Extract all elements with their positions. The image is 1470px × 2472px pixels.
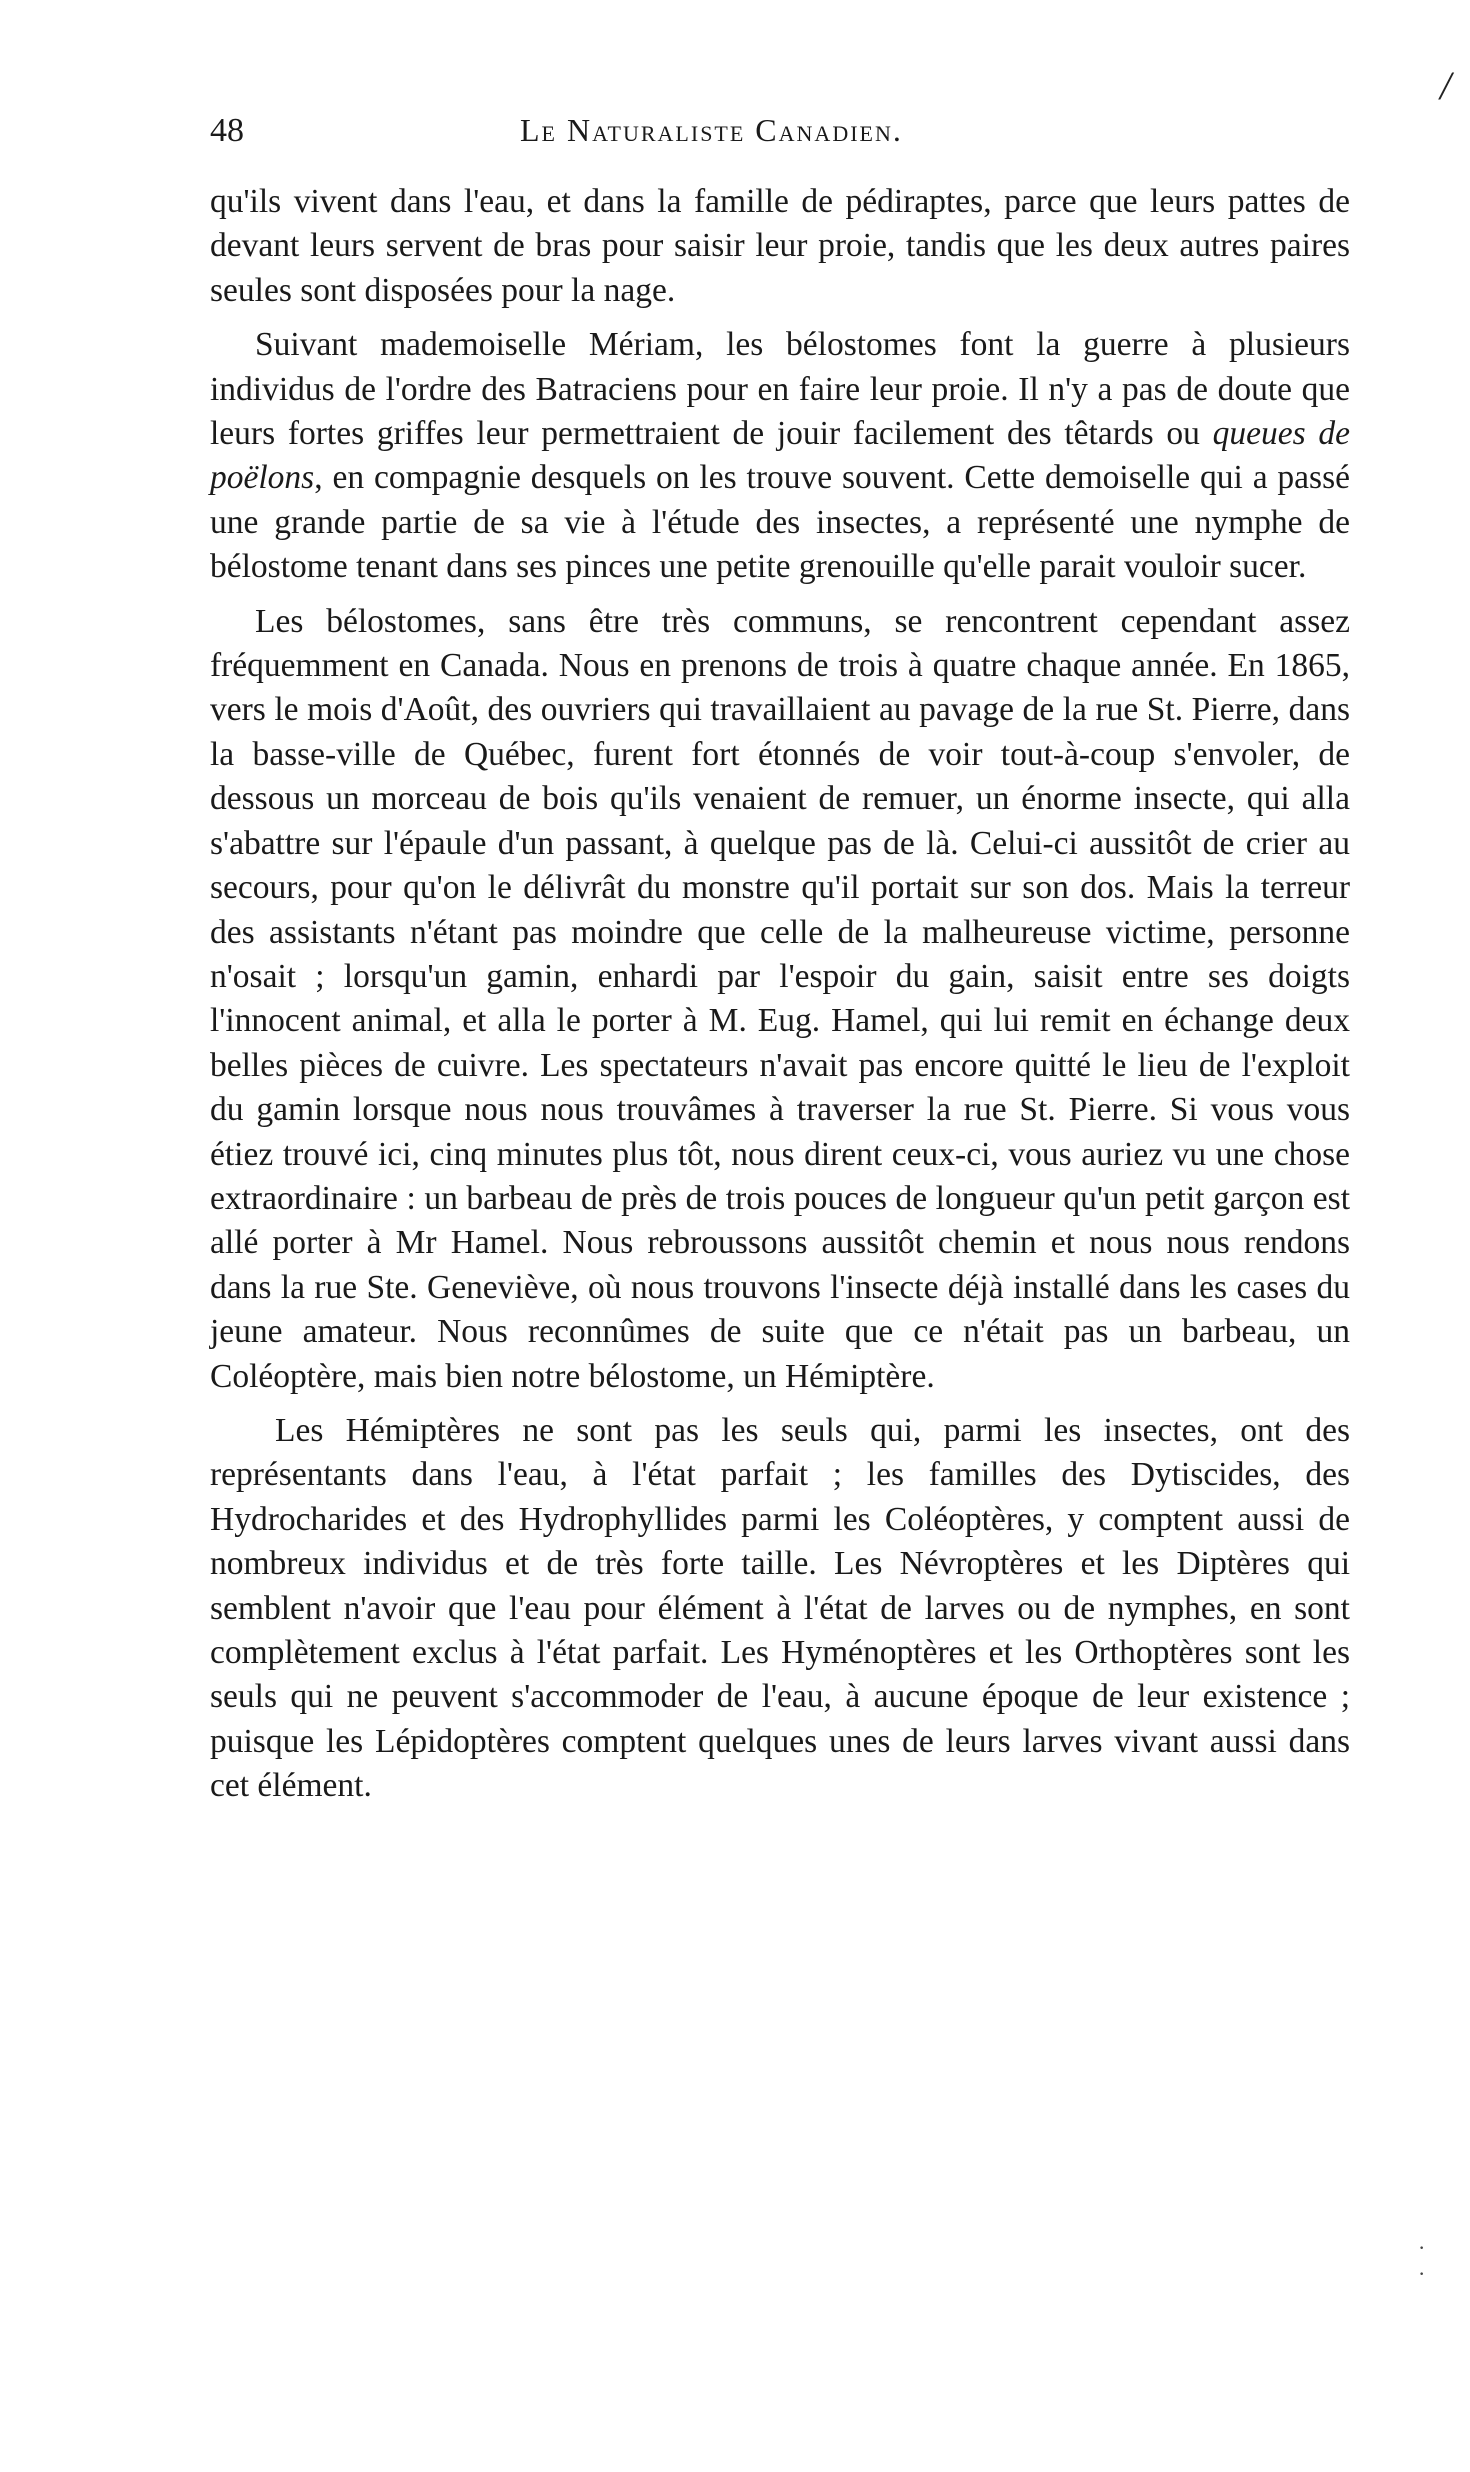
paragraph-2-text-start: Suivant mademoiselle Mériam, les bélostomes font la guerre à plusieurs individus de l'ordre des Batraciens pour en faire leur proie. Il n'y a pas de doute que leurs fortes griffes leur permettraient de jouir facilement des têtards ou bbox=[210, 326, 1350, 453]
paragraph-2-text-end: , en compagnie desquels on les trouve souvent. Cette demoiselle qui a passé une grande partie de sa vie à l'étude des insectes, a représenté une nymphe de bélostome tenant dans ses pinces une petite grenouille qu'elle parait vouloir sucer. bbox=[210, 459, 1350, 586]
paragraph-1: qu'ils vivent dans l'eau, et dans la famille de pédiraptes, parce que leurs pattes de devant leurs servent de bras pour saisir leur proie, tandis que les deux autres paires seules sont disposées pour la nage. bbox=[210, 183, 1350, 309]
foot-mark: · · bbox=[1418, 2235, 1440, 2286]
page-header bbox=[210, 112, 1350, 150]
page-content bbox=[210, 112, 1350, 1809]
running-title: Le Naturaliste Canadien. bbox=[520, 112, 903, 148]
stray-pen-mark: / bbox=[1440, 63, 1452, 108]
page-number: 48 bbox=[210, 112, 244, 149]
paragraph-2-italic-term: queues de poëlons bbox=[210, 415, 1350, 497]
paragraph-3: Les bélostomes, sans être très communs, se rencontrent cependant assez fréquemment en Canada. Nous en prenons de trois à quatre chaque année. En 1865, vers le mois d'Août, des ouvriers qui travaillaient au pavage de la rue St. Pierre, dans la basse-ville de Québec, furent fort étonnés de voir tout-à-coup s'envoler, de dessous un morceau de bois qu'ils venaient de remuer, un énorme insecte, qui alla s'abattre sur l'épaule d'un passant, à quelque pas de là. Celui-ci aussitôt de crier au secours, pour qu'on le délivrât du monstre qu'il portait sur son dos. Mais la terreur des assistants n'étant pas moindre que celle de la malheureuse victime, personne n'osait ; lorsqu'un gamin, enhardi par l'espoir du gain, saisit entre ses doigts l'innocent animal, et alla le porter à M. Eug. Hamel, qui lui remit en échange deux belles pièces de cuivre. Les spectateurs n'avait pas encore quitté le lieu de l'exploit du gamin lorsque nous nous trouvâmes à traverser la rue St. Pierre. Si vous vous étiez trouvé ici, cinq minutes plus tôt, nous dirent ceux-ci, vous auriez vu une chose extraordinaire : un barbeau de près de trois pouces de longueur qu'un petit garçon est allé porter à Mr Hamel. Nous rebroussons aussitôt chemin et nous nous rendons dans la rue Ste. Geneviève, où nous trouvons l'insecte déjà installé dans les cases du jeune amateur. Nous reconnûmes de suite que ce n'était pas un barbeau, un Coléoptère, mais bien notre bélostome, un Hémiptère. bbox=[210, 602, 1350, 1395]
paragraph-4: Les Hémiptères ne sont pas les seuls qui, parmi les insectes, ont des représentants dans l'eau, à l'état parfait ; les familles des Dytiscides, des Hydrocharides et des Hydrophyllides parmi les Coléoptères, y comptent aussi de nombreux individus et de très forte taille. Les Névroptères et les Diptères qui semblent n'avoir que l'eau pour élément à l'état de larves ou de nymphes, en sont complètement exclus à l'état parfait. Les Hyménoptères et les Orthoptères sont les seuls qui ne peuvent s'accommoder de l'eau, à aucune époque de leur existence ; puisque les Lépidoptères comptent quelques unes de leurs larves vivant aussi dans cet élément. bbox=[210, 1411, 1350, 1805]
paragraph-2 bbox=[210, 323, 1350, 589]
